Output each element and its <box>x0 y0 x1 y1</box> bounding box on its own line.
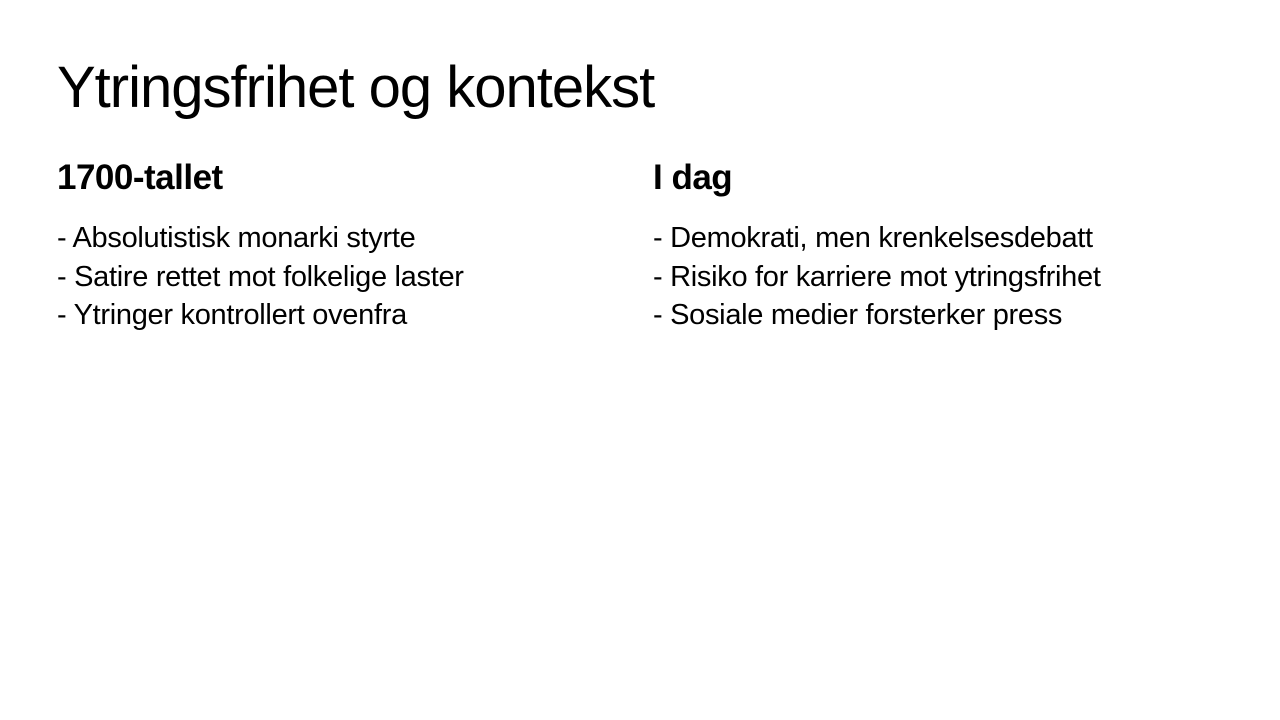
bullet-item: - Risiko for karriere mot ytringsfrihet <box>653 260 1101 293</box>
bullet-list <box>57 219 617 335</box>
slide-title: Ytringsfrihet og kontekst <box>57 55 655 120</box>
column-i-dag <box>653 154 1213 335</box>
column-heading: 1700-tallet <box>57 158 223 197</box>
bullet-item: - Satire rettet mot folkelige laster <box>57 260 464 293</box>
column-1700-tallet <box>57 154 617 335</box>
column-heading: I dag <box>653 158 733 197</box>
bullet-item: - Ytringer kontrollert ovenfra <box>57 299 407 331</box>
bullet-item: - Demokrati, men krenkelsesdebatt <box>653 222 1093 254</box>
bullet-item: - Sosiale medier forsterker press <box>653 299 1063 331</box>
bullet-list <box>653 219 1153 335</box>
bullet-item: - Absolutistisk monarki styrte <box>57 222 416 254</box>
